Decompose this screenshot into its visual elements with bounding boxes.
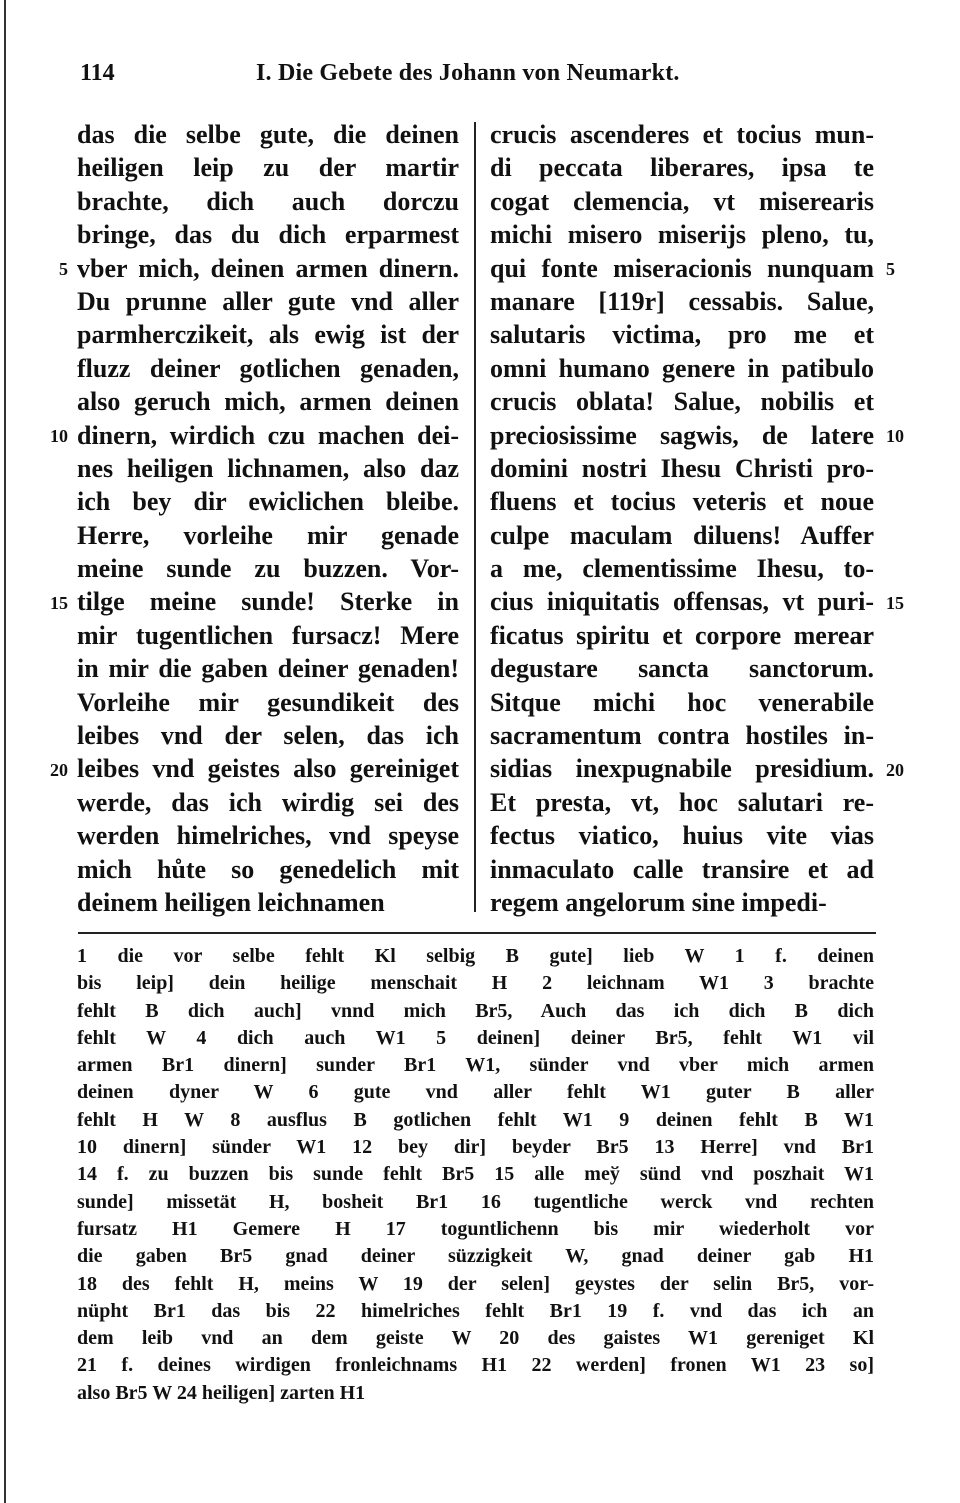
footnote-line: 21 f. deines wirdigen fronleichnams H1 22 werden] fronen W1 23 so] xyxy=(77,1354,874,1377)
text-line: crucis oblata! Salue, nobilis et xyxy=(490,387,874,417)
running-title: I. Die Gebete des Johann von Neumarkt. xyxy=(256,60,680,86)
text-line: sacramentum contra hostiles in- xyxy=(490,721,874,751)
footnotes-apparatus xyxy=(77,943,874,1407)
footnote-line: fehlt B dich auch] vnnd mich Br5, Auch das ich dich B dich xyxy=(77,999,874,1022)
text-line: leibes vnd geistes also gereiniget xyxy=(77,754,459,784)
footnote-rule xyxy=(78,932,876,934)
text-line: inmaculato calle transire et ad xyxy=(490,854,874,884)
left-column-german xyxy=(77,118,459,919)
text-line: domini nostri Ihesu Christi pro- xyxy=(490,453,874,483)
text-line: tilge meine sunde! Sterke in xyxy=(77,587,459,617)
text-line: michi misero miserijs pleno, tu, xyxy=(490,220,874,250)
footnote-line: also Br5 W 24 heiligen] zarten H1 xyxy=(77,1381,366,1404)
line-number-right: 5 xyxy=(886,258,895,279)
text-line: Herre, vorleihe mir genade xyxy=(77,520,459,550)
text-line: werden himelriches, vnd speyse xyxy=(77,821,459,851)
text-line: leibes vnd der selen, das ich xyxy=(77,721,459,751)
text-line: dinern, wirdich czu machen dei- xyxy=(77,420,459,450)
text-line: crucis ascenderes et tocius mun- xyxy=(490,120,874,149)
footnote-line: 14 f. zu buzzen bis sunde fehlt Br5 15 alle meў sünd vnd poszhait W1 xyxy=(77,1163,874,1186)
text-line: meine sunde zu buzzen. Vor- xyxy=(77,554,459,584)
line-number-right: 20 xyxy=(886,759,904,780)
line-number-left: 5 xyxy=(59,258,68,279)
text-line: qui fonte miseracionis nunquam xyxy=(490,253,874,283)
text-line: Du prunne aller gute vnd aller xyxy=(77,286,459,316)
footnote-line: deinen dyner W 6 gute vnd aller fehlt W1 guter B aller xyxy=(77,1081,874,1104)
text-line: vber mich, deinen armen dinern. xyxy=(77,253,459,283)
text-line: di peccata liberares, ipsa te xyxy=(490,153,874,183)
text-line: fluzz deiner gotlichen genaden, xyxy=(77,353,459,383)
text-line: manare [119r] cessabis. Salue, xyxy=(490,286,874,316)
line-number-left: 10 xyxy=(50,425,68,446)
text-line: also geruch mich, armen deinen xyxy=(77,387,459,417)
text-line: bringe, das du dich erparmest xyxy=(77,220,459,250)
text-line: deinem heiligen leichnamen xyxy=(77,887,385,917)
line-number-left: 20 xyxy=(50,759,68,780)
column-divider xyxy=(474,122,476,912)
right-column-latin xyxy=(490,118,874,919)
text-line: in mir die gaben deiner genaden! xyxy=(77,654,459,684)
text-line: a me, clementissime Ihesu, to- xyxy=(490,554,874,584)
text-line: brachte, dich auch dorczu xyxy=(77,186,459,216)
text-line: ich bey dir ewiclichen bleibe. xyxy=(77,487,459,517)
text-line: regem angelorum sine impedi- xyxy=(490,887,827,917)
footnote-line: dem leib vnd an dem geiste W 20 des gaistes W1 gereniget Kl xyxy=(77,1327,874,1350)
text-line: das die selbe gute, die deinen xyxy=(77,120,459,149)
text-line: salutaris victima, pro me et xyxy=(490,320,874,350)
line-number-left: 15 xyxy=(50,592,68,613)
footnote-line: nüpht Br1 das bis 22 himelriches fehlt Br1 19 f. vnd das ich an xyxy=(77,1299,874,1322)
footnote-line: 10 dinern] sünder W1 12 bey dir] beyder Br5 13 Herre] vnd Br1 xyxy=(77,1136,874,1159)
text-line: mich hůte so genedelich mit xyxy=(77,854,459,884)
text-line: preciosissime sagwis, de latere xyxy=(490,420,874,450)
text-line: heiligen leip zu der martir xyxy=(77,153,459,183)
footnote-line: fehlt H W 8 ausflus B gotlichen fehlt W1 9 deinen fehlt B W1 xyxy=(77,1108,874,1131)
text-line: Et presta, vt, hoc salutari re- xyxy=(490,787,874,817)
footnote-line: fehlt W 4 dich auch W1 5 deinen] deiner Br5, fehlt W1 vil xyxy=(77,1026,874,1049)
footnote-line: armen Br1 dinern] sunder Br1 W1, sünder vnd vber mich armen xyxy=(77,1054,874,1077)
text-line: ficatus spiritu et corpore merear xyxy=(490,620,874,650)
footnote-line: sunde] missetät H, bosheit Br1 16 tugentliche werck vnd rechten xyxy=(77,1190,874,1213)
text-line: Vorleihe mir gesundikeit des xyxy=(77,687,459,717)
text-line: werde, das ich wirdig sei des xyxy=(77,787,459,817)
text-line: fectus viatico, huius vite vias xyxy=(490,821,874,851)
text-line: nes heiligen lichnamen, also daz xyxy=(77,453,459,483)
line-number-right: 15 xyxy=(886,592,904,613)
page-number: 114 xyxy=(80,60,115,86)
footnote-line: fursatz H1 Gemere H 17 toguntlichenn bis mir wiederholt vor xyxy=(77,1217,874,1240)
footnote-line: 1 die vor selbe fehlt Kl selbig B gute] lieb W 1 f. deinen xyxy=(77,945,874,967)
text-line: mir tugentlichen fursacz! Mere xyxy=(77,620,459,650)
page-edge xyxy=(4,0,6,1503)
text-line: sidias inexpugnabile presidium. xyxy=(490,754,874,784)
text-line: culpe maculam diluens! Auffer xyxy=(490,520,874,550)
text-line: omni humano genere in patibulo xyxy=(490,353,874,383)
text-line: fluens et tocius veteris et noue xyxy=(490,487,874,517)
text-line: cogat clemencia, vt miserearis xyxy=(490,186,874,216)
footnote-line: bis leip] dein heilige menschait H 2 leichnam W1 3 brachte xyxy=(77,972,874,995)
text-line: Sitque michi hoc venerabile xyxy=(490,687,874,717)
text-line: degustare sancta sanctorum. xyxy=(490,654,874,684)
footnote-line: 18 des fehlt H, meins W 19 der selen] geystes der selin Br5, vor- xyxy=(77,1272,874,1295)
text-line: parmherczikeit, als ewig ist der xyxy=(77,320,459,350)
text-line: cius iniquitatis offensas, vt puri- xyxy=(490,587,874,617)
line-number-right: 10 xyxy=(886,425,904,446)
footnote-line: die gaben Br5 gnad deiner süzzigkeit W, gnad deiner gab H1 xyxy=(77,1245,874,1268)
page-header xyxy=(78,60,878,94)
